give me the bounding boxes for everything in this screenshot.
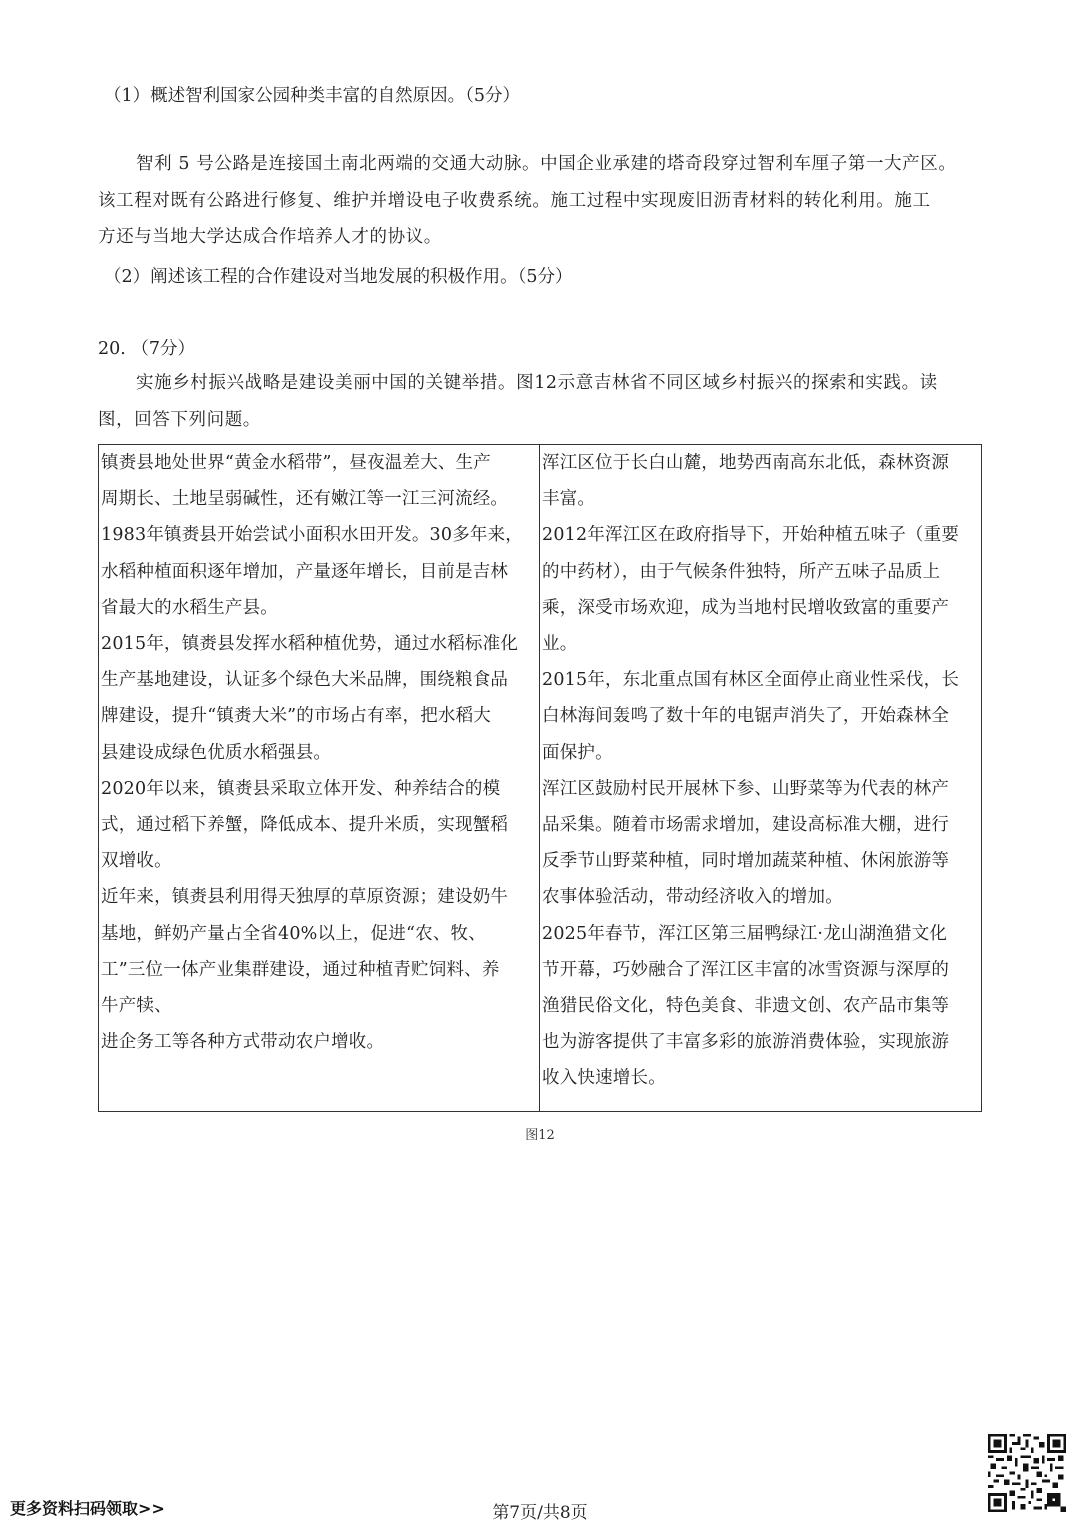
table-line: 2015年，镇赉县发挥水稻种植优势，通过水稻标准化	[101, 634, 519, 655]
page-number: 第7页/共8页	[492, 1503, 588, 1523]
table-line: 的中药材），由于气候条件独特，所产五味子品质上	[542, 561, 941, 582]
table-line: 面保护。	[542, 742, 613, 763]
question-2: （2）阐述该工程的合作建设对当地发展的积极作用。（5分）	[104, 267, 573, 287]
table-line: 2012年浑江区在政府指导下，开始种植五味子（重要	[542, 525, 960, 546]
intro-line: 实施乡村振兴战略是建设美丽中国的关键举措。图12示意吉林省不同区域乡村振兴的探索和实践。读	[136, 373, 938, 393]
table-line: 近年来，镇赉县利用得天独厚的草原资源；建设奶牛	[101, 887, 509, 908]
question-1: （1）概述智利国家公园种类丰富的自然原因。（5分）	[104, 86, 521, 106]
table-line: 1983年镇赉县开始尝试小面积水田开发。30多年来，	[101, 525, 524, 546]
table-line: 白林海间轰鸣了数十年的电锯声消失了，开始森林全	[542, 706, 950, 727]
table-line: 渔猎民俗文化，特色美食、非遗文创、农产品市集等	[542, 996, 950, 1017]
table-line: 乘，深受市场欢迎，成为当地村民增收致富的重要产	[542, 597, 950, 618]
table-line: 镇赉县地处世界“黄金水稻带”，昼夜温差大、生产	[101, 453, 491, 473]
passage	[98, 146, 956, 256]
passage-line: 方还与当地大学达成合作培养人才的协议。	[98, 227, 442, 247]
table-line: 丰富。	[542, 489, 596, 510]
table-line: 周期长、土地呈弱碱性，还有嫩江等一江三河流经。	[101, 489, 509, 510]
table-line: 县建设成绿色优质水稻强县。	[101, 742, 332, 763]
figure-caption: 图12	[525, 1128, 555, 1143]
passage-line: 该工程对既有公路进行修复、维护并增设电子收费系统。施工过程中实现废旧沥青材料的转化利用。施工	[98, 190, 931, 211]
intro-line: 图，回答下列问题。	[98, 409, 261, 430]
table-line: 品采集。随着市场需求增加，建设高标准大棚，进行	[542, 815, 950, 836]
table-line: 也为游客提供了丰富多彩的旅游消费体验，实现旅游	[542, 1032, 950, 1053]
table-line: 工”三位一体产业集群建设，通过种植青贮饲料、养	[101, 959, 500, 980]
table-line: 式，通过稻下养蟹，降低成本、提升米质，实现蟹稻	[101, 815, 509, 836]
table-line: 反季节山野菜种植，同时增加蔬菜种植、休闲旅游等	[542, 851, 950, 872]
passage-line: 智利 5 号公路是连接国土南北两端的交通大动脉。中国企业承建的塔奇段穿过智利车厘子第一大产区。	[136, 154, 957, 174]
table-line: 节开幕，巧妙融合了浑江区丰富的冰雪资源与深厚的	[542, 959, 950, 980]
table-line: 基地，鲜奶产量占全省40%以上，促进“农、牧、	[101, 923, 486, 944]
table-line: 2025年春节，浑江区第三届鸭绿江·龙山湖渔猎文化	[542, 923, 948, 944]
table-line: 牌建设，提升“镇赉大米”的市场占有率，把水稻大	[101, 706, 491, 727]
table-line: 浑江区鼓励村民开展林下参、山野菜等为代表的林产	[542, 778, 950, 799]
question-20-intro	[98, 365, 938, 438]
table-line: 2020年以来，镇赉县采取立体开发、种养结合的模	[101, 778, 501, 799]
table-line: 生产基地建设，认证多个绿色大米品牌，围绕粮食品	[101, 670, 509, 691]
table-line: 农事体验活动，带动经济收入的增加。	[542, 887, 843, 908]
table-line: 省最大的水稻生产县。	[101, 597, 278, 618]
table-line: 收入快速增长。	[542, 1068, 666, 1089]
question-20-header: 20. （7分）	[98, 339, 196, 359]
figure-12-table	[98, 444, 982, 1112]
table-line: 进企务工等各种方式带动农户增收。	[101, 1032, 385, 1053]
table-line: 2015年，东北重点国有林区全面停止商业性采伐，长	[542, 670, 960, 691]
table-line: 牛产犊、	[101, 996, 172, 1017]
zhenlai-column	[99, 445, 540, 1111]
table-line: 浑江区位于长白山麓，地势西南高东北低，森林资源	[542, 453, 950, 473]
table-line: 水稻种植面积逐年增加，产量逐年增长，目前是吉林	[101, 561, 509, 582]
promo-link[interactable]: 更多资料扫码领取>>	[10, 1499, 165, 1518]
table-line: 双增收。	[101, 851, 172, 872]
table-line: 业。	[542, 634, 578, 655]
hunjiang-column	[540, 445, 981, 1111]
